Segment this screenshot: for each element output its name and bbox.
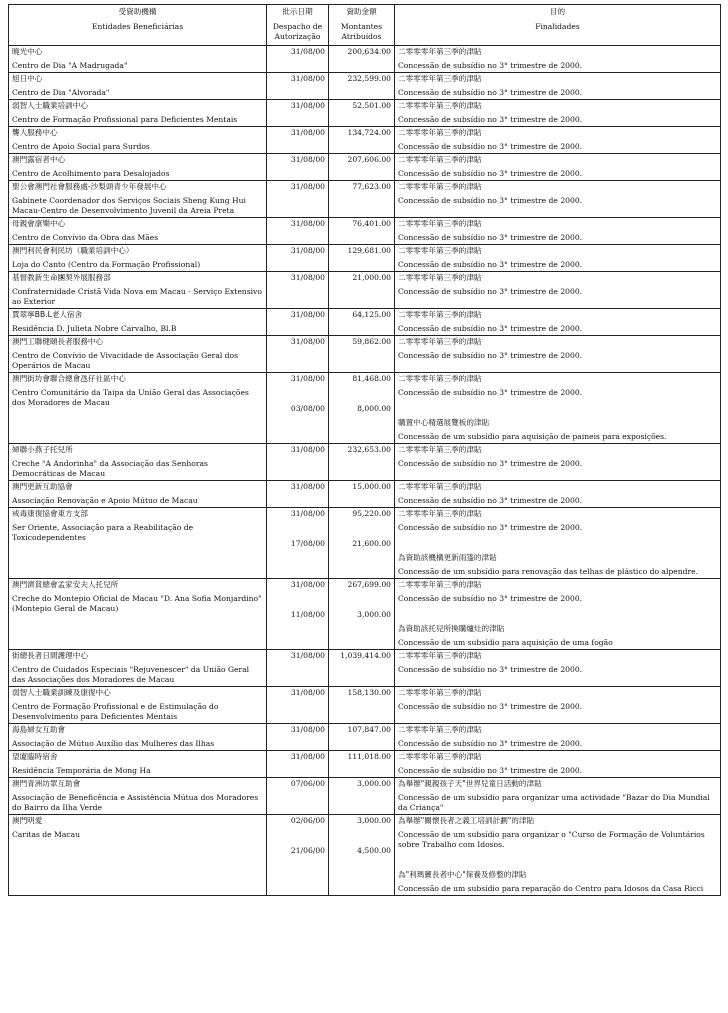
table-row bbox=[9, 373, 721, 444]
header-date-zh: 批示日期 bbox=[282, 7, 313, 16]
entity-name-pt: Confraternidade Cristã Vida Nova em Macau - Serviço Extensivo ao Exterior bbox=[12, 287, 262, 306]
table-row bbox=[9, 687, 721, 724]
header-date-pt: Despacho de Autorização bbox=[272, 22, 323, 41]
purpose-zh: 二零零零年第三季的津貼 bbox=[398, 310, 482, 319]
grant-amount: 77,623.00 bbox=[352, 182, 391, 191]
grant-date: 31/08/00 bbox=[290, 101, 325, 110]
purpose-pt: Concessão de subsídio no 3° trimestre de 2000. bbox=[398, 324, 583, 333]
date-cell bbox=[267, 650, 329, 687]
entity-name-pt: Residência Temporária de Mong Ha bbox=[12, 766, 151, 775]
entity-cell bbox=[9, 309, 267, 336]
entity-name-pt: Centro de Formação Profissional e de Estimulação do Desenvolvimento para Deficientes Mentais bbox=[12, 702, 219, 721]
grant-date: 31/08/00 bbox=[290, 219, 325, 228]
purpose-zh: 二零零零年第三季的津貼 bbox=[398, 651, 482, 660]
grant-date: 31/08/00 bbox=[290, 273, 325, 282]
entity-cell bbox=[9, 272, 267, 309]
table-row bbox=[9, 650, 721, 687]
entity-name-zh: 澳門露宿者中心 bbox=[12, 155, 66, 164]
amount-cell bbox=[329, 373, 395, 444]
purpose-cell bbox=[395, 336, 721, 373]
entity-name-zh: 街總長者日間護理中心 bbox=[12, 651, 88, 660]
date-cell bbox=[267, 724, 329, 751]
purpose-zh: 二零零零年第三季的津貼 bbox=[398, 101, 482, 110]
purpose-zh: 購置中心精選展覽板的津貼 bbox=[398, 418, 490, 427]
entity-cell bbox=[9, 154, 267, 181]
grant-amount: 107,847.00 bbox=[347, 725, 391, 734]
entity-name-zh: 基督教新生命團契外展服務部 bbox=[12, 273, 111, 282]
purpose-pt: Concessão de um subsídio para aquisição de paineis para exposições. bbox=[398, 432, 667, 441]
grant-date: 31/08/00 bbox=[290, 310, 325, 319]
date-cell bbox=[267, 245, 329, 272]
entity-name-zh: 聖公會澳門社會服務處-沙梨頭青少年發展中心 bbox=[12, 182, 167, 191]
table-row bbox=[9, 508, 721, 579]
purpose-pt: Concessão de subsídio no 3° trimestre de 2000. bbox=[398, 766, 583, 775]
table-row bbox=[9, 218, 721, 245]
entity-name-pt: Caritas de Macau bbox=[12, 830, 81, 839]
table-row bbox=[9, 579, 721, 650]
entity-cell bbox=[9, 127, 267, 154]
grant-date: 31/08/00 bbox=[290, 509, 325, 518]
purpose-pt: Concessão de um subsídio para organizar uma actividade "Bazar do Dia Mundial da Criança" bbox=[398, 793, 710, 812]
purpose-cell bbox=[395, 73, 721, 100]
amount-cell bbox=[329, 724, 395, 751]
amount-cell bbox=[329, 336, 395, 373]
grant-date: 31/08/00 bbox=[290, 752, 325, 761]
header-amount bbox=[329, 5, 395, 46]
entity-name-pt: Residência D. Julieta Nobre Carvalho, Bl.B bbox=[12, 324, 177, 333]
purpose-pt: Concessão de subsídio no 3° trimestre de 2000. bbox=[398, 260, 583, 269]
date-cell bbox=[267, 751, 329, 778]
date-cell bbox=[267, 309, 329, 336]
purpose-cell bbox=[395, 724, 721, 751]
purpose-pt: Concessão de um subsídio para reparação do Centro para Idosos da Casa Ricci bbox=[398, 884, 704, 893]
entity-cell bbox=[9, 100, 267, 127]
purpose-cell bbox=[395, 444, 721, 481]
grant-amount: 3,000.00 bbox=[357, 816, 391, 825]
header-amount-pt: Montantes Atribuídos bbox=[340, 22, 383, 41]
entity-name-zh: 望廈臨時宿舍 bbox=[12, 752, 58, 761]
table-row bbox=[9, 181, 721, 218]
purpose-pt: Concessão de subsídio no 3° trimestre de 2000. bbox=[398, 287, 583, 296]
grant-amount: 134,724.00 bbox=[347, 128, 391, 137]
entity-cell bbox=[9, 46, 267, 73]
grant-amount: 129,681.00 bbox=[347, 246, 391, 255]
purpose-zh: 二零零零年第三季的津貼 bbox=[398, 128, 482, 137]
purpose-zh: 二零零零年第三季的津貼 bbox=[398, 725, 482, 734]
grant-date: 17/08/00 bbox=[290, 539, 325, 548]
purpose-zh: 二零零零年第三季的津貼 bbox=[398, 374, 482, 383]
date-cell bbox=[267, 579, 329, 650]
purpose-cell bbox=[395, 100, 721, 127]
entity-cell bbox=[9, 218, 267, 245]
grant-date: 31/08/00 bbox=[290, 155, 325, 164]
date-cell bbox=[267, 46, 329, 73]
grant-date: 02/06/00 bbox=[290, 816, 325, 825]
entity-cell bbox=[9, 481, 267, 508]
grant-amount: 8,000.00 bbox=[357, 404, 391, 413]
purpose-zh: 二零零零年第三季的津貼 bbox=[398, 337, 482, 346]
purpose-pt: Concessão de subsídio no 3° trimestre de 2000. bbox=[398, 233, 583, 242]
entity-name-zh: 旭日中心 bbox=[12, 74, 43, 83]
purpose-cell bbox=[395, 272, 721, 309]
table-row bbox=[9, 272, 721, 309]
purpose-cell bbox=[395, 218, 721, 245]
purpose-zh: 為"利瑪竇長者中心"保養及修整的津貼 bbox=[398, 870, 527, 879]
entity-name-pt: Associação de Mútuo Auxílio das Mulheres das Ilhas bbox=[12, 739, 215, 748]
grant-amount: 232,653.00 bbox=[347, 445, 391, 454]
purpose-zh: 二零零零年第三季的津貼 bbox=[398, 445, 482, 454]
entity-name-pt: Creche do Montepio Oficial de Macau "D. Ana Sofia Monjardino" (Montepio Geral de Macau) bbox=[12, 594, 262, 613]
entity-name-zh: 戒毒康復協會東方支部 bbox=[12, 509, 88, 518]
purpose-pt: Concessão de subsídio no 3° trimestre de 2000. bbox=[398, 459, 583, 468]
purpose-pt: Concessão de subsídio no 3° trimestre de 2000. bbox=[398, 739, 583, 748]
grant-amount: 81,468.00 bbox=[352, 374, 391, 383]
entity-cell bbox=[9, 336, 267, 373]
grant-date: 31/08/00 bbox=[290, 246, 325, 255]
grant-amount: 64,125.00 bbox=[352, 310, 391, 319]
purpose-pt: Concessão de subsídio no 3° trimestre de 2000. bbox=[398, 142, 583, 151]
grant-amount: 95,220.00 bbox=[352, 509, 391, 518]
amount-cell bbox=[329, 272, 395, 309]
purpose-zh: 二零零零年第三季的津貼 bbox=[398, 273, 482, 282]
amount-cell bbox=[329, 218, 395, 245]
grant-amount: 1,039,414.00 bbox=[340, 651, 391, 660]
entity-cell bbox=[9, 245, 267, 272]
grant-date: 31/08/00 bbox=[290, 182, 325, 191]
entity-name-zh: 聾人服務中心 bbox=[12, 128, 58, 137]
purpose-cell bbox=[395, 650, 721, 687]
entity-cell bbox=[9, 373, 267, 444]
entity-name-zh: 弱智人士職業培訓中心 bbox=[12, 101, 88, 110]
purpose-cell bbox=[395, 815, 721, 896]
entity-name-pt: Centro de Dia "A Madrugada" bbox=[12, 61, 128, 70]
entity-cell bbox=[9, 181, 267, 218]
grant-amount: 76,401.00 bbox=[352, 219, 391, 228]
purpose-pt: Concessão de subsídio no 3° trimestre de 2000. bbox=[398, 61, 583, 70]
date-cell bbox=[267, 272, 329, 309]
purpose-cell bbox=[395, 181, 721, 218]
date-cell bbox=[267, 154, 329, 181]
entity-name-zh: 海島婦女互助會 bbox=[12, 725, 66, 734]
purpose-cell bbox=[395, 127, 721, 154]
table-row bbox=[9, 100, 721, 127]
purpose-zh: 二零零零年第三季的津貼 bbox=[398, 47, 482, 56]
entity-name-pt: Centro de Dia "Alvorada" bbox=[12, 88, 110, 97]
purpose-pt: Concessão de subsídio no 3° trimestre de 2000. bbox=[398, 523, 583, 532]
grant-amount: 59,862.00 bbox=[352, 337, 391, 346]
entity-name-pt: Gabinete Coordenador dos Serviços Sociais Sheng Kung Hui Macau-Centro de Desenvolvimento Juvenil da Areia Preta bbox=[12, 196, 246, 215]
amount-cell bbox=[329, 245, 395, 272]
purpose-cell bbox=[395, 579, 721, 650]
header-purpose-zh: 目的 bbox=[549, 7, 566, 16]
date-cell bbox=[267, 100, 329, 127]
purpose-zh: 為資助該機構更新雨篷的津貼 bbox=[398, 553, 497, 562]
purpose-cell bbox=[395, 373, 721, 444]
date-cell bbox=[267, 181, 329, 218]
grant-date: 31/08/00 bbox=[290, 688, 325, 697]
purpose-zh: 為舉辦"親親孩子天"世界兒童日活動的津貼 bbox=[398, 779, 542, 788]
purpose-zh: 二零零零年第三季的津貼 bbox=[398, 182, 482, 191]
amount-cell bbox=[329, 751, 395, 778]
purpose-pt: Concessão de subsídio no 3° trimestre de 2000. bbox=[398, 388, 583, 397]
amount-cell bbox=[329, 687, 395, 724]
purpose-cell bbox=[395, 481, 721, 508]
entity-name-pt: Centro de Acolhimento para Desalojados bbox=[12, 169, 170, 178]
purpose-cell bbox=[395, 778, 721, 815]
grant-date: 31/08/00 bbox=[290, 580, 325, 589]
table-row bbox=[9, 46, 721, 73]
amount-cell bbox=[329, 444, 395, 481]
purpose-zh: 為舉辦"關懷長者之義工培訓計劃"的津貼 bbox=[398, 816, 535, 825]
grant-amount: 158,130.00 bbox=[347, 688, 391, 697]
entity-name-zh: 曉光中心 bbox=[12, 47, 43, 56]
purpose-cell bbox=[395, 508, 721, 579]
header-entity-zh: 受資助機構 bbox=[118, 7, 157, 16]
grant-date: 11/08/00 bbox=[290, 610, 325, 619]
grant-date: 31/08/00 bbox=[290, 128, 325, 137]
grant-date: 21/06/00 bbox=[290, 846, 325, 855]
entity-name-zh: 賈翠寧BB.L老人宿舍 bbox=[12, 310, 83, 319]
entity-cell bbox=[9, 508, 267, 579]
purpose-pt: Concessão de subsídio no 3° trimestre de 2000. bbox=[398, 665, 583, 674]
table-row bbox=[9, 309, 721, 336]
entity-name-pt: Centro de Cuidados Especiais "Rejuvenescer" da União Geral das Associações dos Moradores de Macau bbox=[12, 665, 250, 684]
purpose-pt: Concessão de subsídio no 3° trimestre de 2000. bbox=[398, 594, 583, 603]
header-entity-pt: Entidades Beneficiárias bbox=[91, 22, 184, 31]
amount-cell bbox=[329, 181, 395, 218]
grant-date: 03/08/00 bbox=[290, 404, 325, 413]
grant-amount: 21,600.00 bbox=[352, 539, 391, 548]
entity-name-zh: 婦聯小燕子托兒所 bbox=[12, 445, 73, 454]
date-cell bbox=[267, 336, 329, 373]
purpose-pt: Concessão de subsídio no 3° trimestre de 2000. bbox=[398, 702, 583, 711]
purpose-zh: 二零零零年第三季的津貼 bbox=[398, 580, 482, 589]
date-cell bbox=[267, 778, 329, 815]
grant-amount: 111,018.00 bbox=[347, 752, 391, 761]
entity-cell bbox=[9, 687, 267, 724]
date-cell bbox=[267, 218, 329, 245]
entity-cell bbox=[9, 650, 267, 687]
header-purpose bbox=[395, 5, 721, 46]
date-cell bbox=[267, 444, 329, 481]
table-row bbox=[9, 751, 721, 778]
grant-amount: 4,500.00 bbox=[357, 846, 391, 855]
purpose-cell bbox=[395, 46, 721, 73]
grant-amount: 3,000.00 bbox=[357, 610, 391, 619]
purpose-cell bbox=[395, 154, 721, 181]
date-cell bbox=[267, 127, 329, 154]
purpose-zh: 二零零零年第三季的津貼 bbox=[398, 688, 482, 697]
header-date bbox=[267, 5, 329, 46]
entity-cell bbox=[9, 751, 267, 778]
date-cell bbox=[267, 508, 329, 579]
grant-date: 31/08/00 bbox=[290, 482, 325, 491]
purpose-zh: 為資助該托兒所換購爐灶的津貼 bbox=[398, 624, 505, 633]
entity-name-zh: 澳門利民會利民坊（職業培訓中心） bbox=[12, 246, 134, 255]
grant-amount: 21,000.00 bbox=[352, 273, 391, 282]
table-row bbox=[9, 154, 721, 181]
entity-name-zh: 澳門更新互助協會 bbox=[12, 482, 73, 491]
table-row bbox=[9, 73, 721, 100]
table-row bbox=[9, 245, 721, 272]
grant-amount: 52,501.00 bbox=[352, 101, 391, 110]
table-row bbox=[9, 336, 721, 373]
grant-date: 31/08/00 bbox=[290, 47, 325, 56]
entity-name-zh: 澳門工聯健頤長者服務中心 bbox=[12, 337, 104, 346]
entity-name-zh: 澳門明愛 bbox=[12, 816, 43, 825]
grant-date: 31/08/00 bbox=[290, 74, 325, 83]
entity-name-pt: Associação de Beneficência e Assistência Mútua dos Moradores do Bairro da Ilha Verde bbox=[12, 793, 259, 812]
entity-name-pt: Creche "A Andorinha" da Associação das Senhoras Democráticas de Macau bbox=[12, 459, 208, 478]
purpose-pt: Concessão de subsídio no 3° trimestre de 2000. bbox=[398, 169, 583, 178]
entity-name-zh: 母親會康樂中心 bbox=[12, 219, 66, 228]
purpose-cell bbox=[395, 751, 721, 778]
purpose-pt: Concessão de subsídio no 3° trimestre de 2000. bbox=[398, 88, 583, 97]
entity-name-pt: Centro de Apoio Social para Surdos bbox=[12, 142, 150, 151]
amount-cell bbox=[329, 100, 395, 127]
grant-date: 31/08/00 bbox=[290, 725, 325, 734]
amount-cell bbox=[329, 46, 395, 73]
table-header bbox=[9, 5, 721, 46]
entity-name-zh: 弱智人士職業訓練及康復中心 bbox=[12, 688, 111, 697]
amount-cell bbox=[329, 309, 395, 336]
entity-name-pt: Loja do Canto (Centro da Formação Profissional) bbox=[12, 260, 201, 269]
purpose-zh: 二零零零年第三季的津貼 bbox=[398, 219, 482, 228]
header-amount-zh: 資助金額 bbox=[346, 7, 377, 16]
purpose-zh: 二零零零年第三季的津貼 bbox=[398, 482, 482, 491]
purpose-zh: 二零零零年第三季的津貼 bbox=[398, 509, 482, 518]
grant-date: 31/08/00 bbox=[290, 337, 325, 346]
purpose-zh: 二零零零年第三季的津貼 bbox=[398, 246, 482, 255]
grant-amount: 15,000.00 bbox=[352, 482, 391, 491]
date-cell bbox=[267, 73, 329, 100]
entity-name-pt: Centro de Convívio da Obra das Mães bbox=[12, 233, 159, 242]
table-row bbox=[9, 815, 721, 896]
grant-amount: 232,599.00 bbox=[347, 74, 391, 83]
purpose-zh: 二零零零年第三季的津貼 bbox=[398, 752, 482, 761]
entity-name-zh: 澳門濟貧總會孟家安夫人托兒所 bbox=[12, 580, 119, 589]
table-row bbox=[9, 778, 721, 815]
entity-cell bbox=[9, 778, 267, 815]
amount-cell bbox=[329, 815, 395, 896]
table-row bbox=[9, 444, 721, 481]
purpose-pt: Concessão de um subsídio para aquisição de uma fogão bbox=[398, 638, 613, 647]
entity-cell bbox=[9, 73, 267, 100]
entity-name-pt: Centro de Formação Profissional para Deficientes Mentais bbox=[12, 115, 238, 124]
purpose-cell bbox=[395, 687, 721, 724]
entity-name-pt: Centro de Convívio de Vivacidade de Associação Geral dos Operários de Macau bbox=[12, 351, 239, 370]
grant-amount: 200,634.00 bbox=[347, 47, 391, 56]
grant-amount: 207,606.00 bbox=[347, 155, 391, 164]
grant-date: 07/06/00 bbox=[290, 779, 325, 788]
purpose-zh: 二零零零年第三季的津貼 bbox=[398, 155, 482, 164]
date-cell bbox=[267, 687, 329, 724]
purpose-cell bbox=[395, 309, 721, 336]
amount-cell bbox=[329, 481, 395, 508]
amount-cell bbox=[329, 650, 395, 687]
entity-cell bbox=[9, 579, 267, 650]
amount-cell bbox=[329, 579, 395, 650]
grant-amount: 3,000.00 bbox=[357, 779, 391, 788]
grant-amount: 267,699.00 bbox=[347, 580, 391, 589]
date-cell bbox=[267, 481, 329, 508]
date-cell bbox=[267, 373, 329, 444]
purpose-pt: Concessão de um subsídio para organizar o "Curso de Formação de Voluntários sobre Trabalho com Idosos. bbox=[398, 830, 705, 849]
purpose-pt: Concessão de um subsídio para renovação das telhas de plástico do alpendre. bbox=[398, 567, 699, 576]
amount-cell bbox=[329, 778, 395, 815]
grant-date: 31/08/00 bbox=[290, 374, 325, 383]
amount-cell bbox=[329, 73, 395, 100]
entity-name-zh: 澳門街坊會聯合總會氹仔社區中心 bbox=[12, 374, 126, 383]
entity-cell bbox=[9, 444, 267, 481]
purpose-zh: 二零零零年第三季的津貼 bbox=[398, 74, 482, 83]
entity-cell bbox=[9, 815, 267, 896]
purpose-pt: Concessão de subsídio no 3° trimestre de 2000. bbox=[398, 115, 583, 124]
purpose-cell bbox=[395, 245, 721, 272]
amount-cell bbox=[329, 508, 395, 579]
table-row bbox=[9, 481, 721, 508]
date-cell bbox=[267, 815, 329, 896]
entity-name-pt: Associação Renovação e Apoio Mútuo de Macau bbox=[12, 496, 198, 505]
purpose-pt: Concessão de subsídio no 3° trimestre de 2000. bbox=[398, 351, 583, 360]
grant-date: 31/08/00 bbox=[290, 445, 325, 454]
header-entity bbox=[9, 5, 267, 46]
purpose-pt: Concessão de subsídio no 3° trimestre de 2000. bbox=[398, 496, 583, 505]
entity-name-pt: Ser Oriente, Associação para a Reabilitação de Toxicodependentes bbox=[12, 523, 194, 542]
table-row bbox=[9, 127, 721, 154]
entity-cell bbox=[9, 724, 267, 751]
grants-table bbox=[8, 4, 721, 896]
header-purpose-pt: Finalidades bbox=[535, 22, 580, 31]
entity-name-pt: Centro Comunitário da Taipa da União Geral das Associações dos Moradores de Macau bbox=[12, 388, 249, 407]
amount-cell bbox=[329, 154, 395, 181]
entity-name-zh: 澳門青洲坊眾互助會 bbox=[12, 779, 81, 788]
grant-date: 31/08/00 bbox=[290, 651, 325, 660]
table-row bbox=[9, 724, 721, 751]
amount-cell bbox=[329, 127, 395, 154]
purpose-pt: Concessão de subsídio no 3° trimestre de 2000. bbox=[398, 196, 583, 205]
